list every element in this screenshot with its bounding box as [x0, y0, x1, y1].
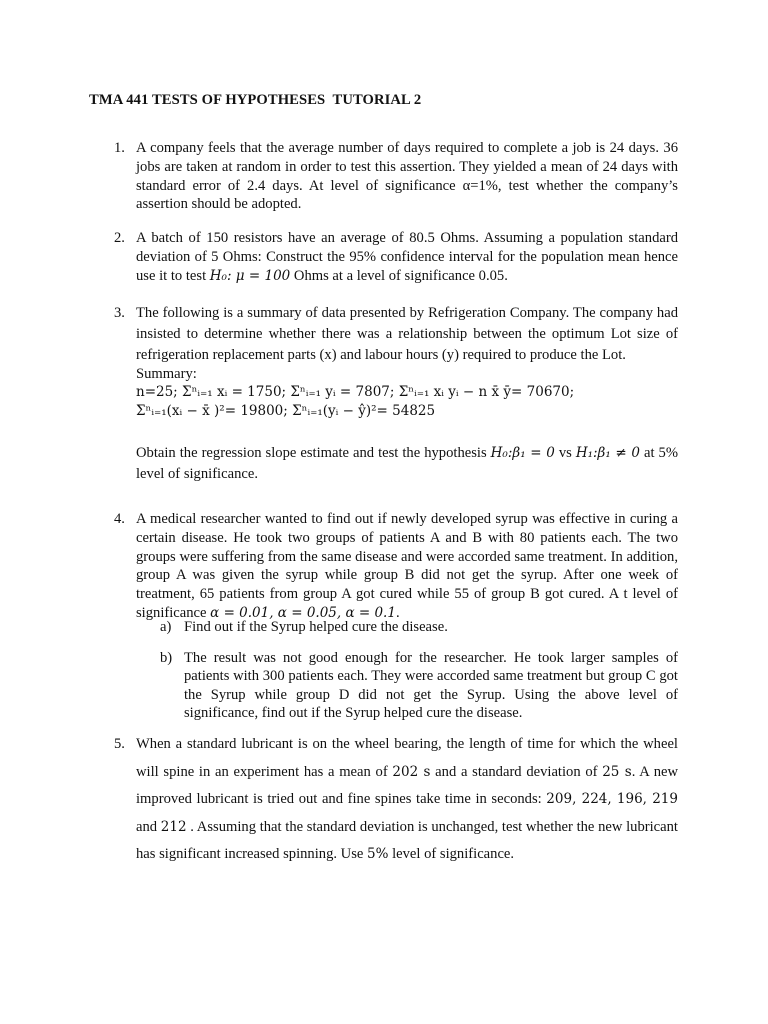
question-text-part: vs — [554, 445, 576, 461]
question-5 — [114, 731, 678, 869]
sd-value: 25 s — [602, 763, 632, 780]
question-text-part: . — [395, 604, 400, 621]
question-number: 1. — [114, 140, 125, 156]
question-3 — [114, 303, 678, 485]
question-text-part: A batch of 150 resistors have an average of 80.5 Ohms. Assuming a population standard deviation of 5 Ohms: Construct the 95% confidence interval for the population mean hence use it to test — [136, 230, 678, 284]
part-label: b) — [160, 650, 173, 666]
question-text — [136, 731, 678, 869]
question-number: 3. — [114, 305, 125, 321]
question-text — [136, 510, 678, 623]
question-text-part: and a standard deviation of — [430, 763, 603, 780]
question-text-part: and — [136, 818, 161, 835]
question-2 — [114, 229, 678, 285]
question-text-part: at 5% level of significance. — [136, 445, 679, 482]
question-text-part: When a standard lubricant is on the wheel bearing, the length of time for which the wheel will spine in an experiment has a mean of — [136, 736, 678, 780]
sample-data-last: 212 — [160, 818, 187, 835]
question-text-part: A medical researcher wanted to find out if newly developed syrup was effective in curing a certain disease. He took two groups of patients A and B with 80 patients each. The two groups were suffering from the same disease and were accorded same treatment. In addition, group A was given the syrup while group B did not get the syrup. After one week of treatment, 65 patients from group A got cured while 55 of group B got cured. A t level of significance — [136, 511, 678, 621]
alt-hypothesis: H₁:β₁ ≠ 0 — [575, 445, 640, 461]
question-text-part: . Assuming that the standard deviation is unchanged, test whether the new lubricant has significant increased spinning. Use — [136, 818, 678, 862]
question-1 — [114, 139, 678, 214]
question-text-part: Obtain the regression slope estimate and test the hypothesis — [136, 445, 491, 461]
summary-formula-line-2: Σⁿᵢ₌₁(xᵢ − x̄ )²= 19800; Σⁿᵢ₌₁(yᵢ − ŷ)²= 54825 — [136, 403, 436, 419]
question-4-part-a — [160, 618, 678, 636]
question-4-part-b — [160, 649, 678, 723]
hypothesis-formula: H₀: μ = 100 — [209, 267, 291, 284]
question-text-part: level of significance. — [388, 846, 515, 862]
part-text: Find out if the Syrup helped cure the disease. — [184, 619, 448, 635]
question-4 — [114, 510, 678, 623]
mean-value: 202 s — [392, 763, 431, 780]
question-text — [136, 229, 678, 285]
question-number: 2. — [114, 230, 125, 246]
question-text: A company feels that the average number of days required to complete a job is 24 days. 36 jobs are taken at random in order to test this assertion. They yielded a mean of 24 days with standard error of 2.4 days. At level of significance α=1%, test whether the company’s assertion should be adopted. — [136, 140, 678, 213]
significance-levels: α = 0.01, α = 0.05, α = 0.1 — [210, 604, 396, 621]
part-label: a) — [160, 619, 172, 635]
part-text: The result was not good enough for the researcher. He took larger samples of patients with 300 patients each. They were accorded same treatment but group C got the Syrup while group D did not get the Syrup. Using the above level of significance, find out if the Syrup helped cure the disease. — [184, 650, 678, 722]
summary-formula-line-1: n=25; Σⁿᵢ₌₁ xᵢ = 1750; Σⁿᵢ₌₁ yᵢ = 7807; Σⁿᵢ₌₁ xᵢ yᵢ − n x̄ ȳ= 70670; — [136, 384, 575, 400]
null-hypothesis: H₀:β₁ = 0 — [490, 445, 555, 461]
question-text-part: . A new improved lubricant is tried out and fine spines take time in seconds: — [136, 763, 679, 807]
regression-task — [136, 443, 678, 485]
document-title: TMA 441 TESTS OF HYPOTHESES TUTORIAL 2 — [89, 92, 422, 108]
summary-label: Summary: — [136, 366, 197, 382]
significance-level: 5% — [367, 846, 389, 862]
sample-data: 209, 224, 196, 219 — [546, 791, 678, 807]
question-text: The following is a summary of data presented by Refrigeration Company. The company had insisted to determine whether there was a relationship between the optimum Lot size of refrigeration replacement parts (x) and labour hours (y) required to produce the Lot. — [136, 305, 678, 363]
question-number: 4. — [114, 511, 125, 527]
question-text-part: Ohms at a level of significance 0.05. — [290, 267, 508, 284]
question-number: 5. — [114, 736, 125, 752]
